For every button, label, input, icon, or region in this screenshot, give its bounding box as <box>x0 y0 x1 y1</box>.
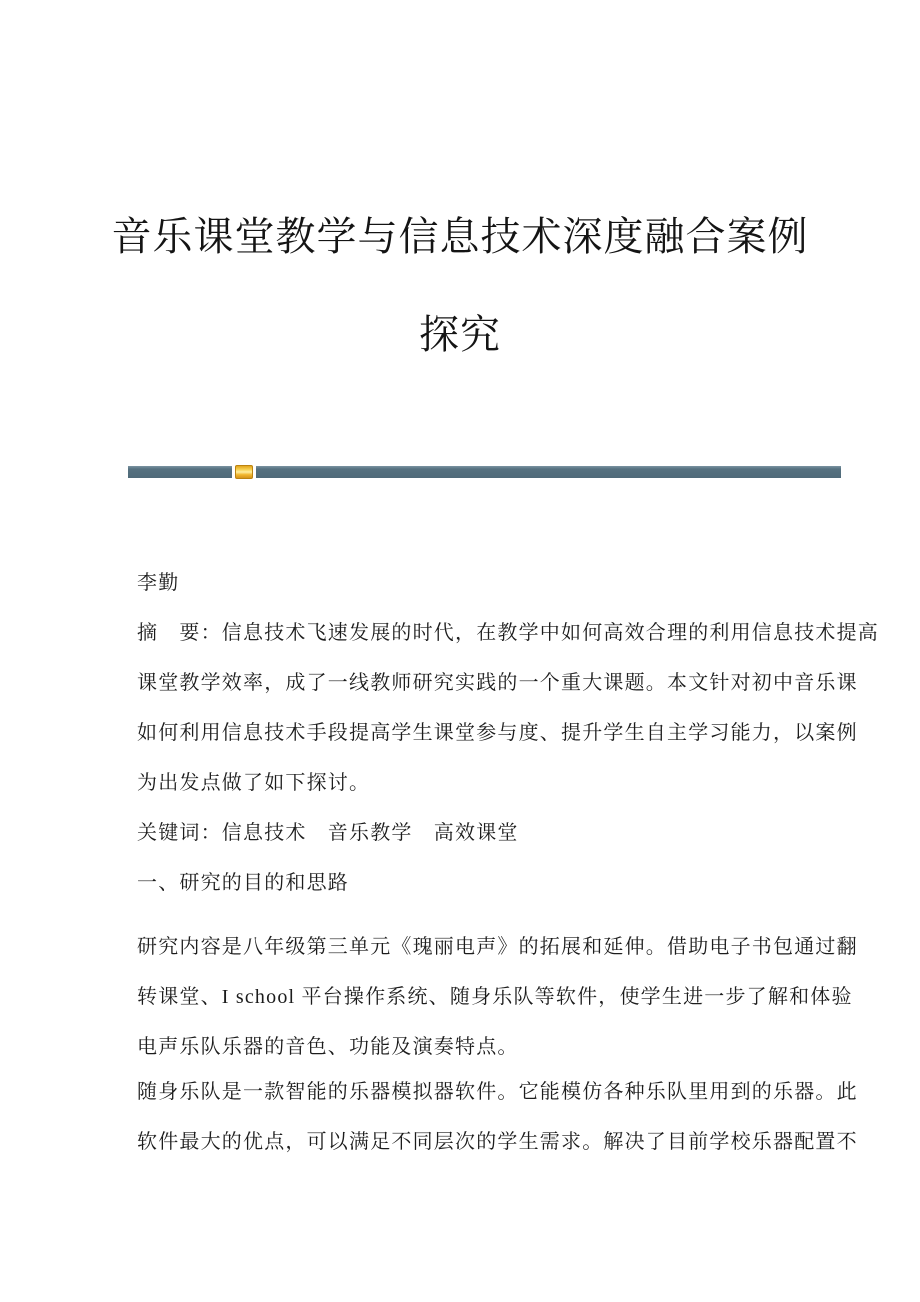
abstract-paragraph <box>137 608 879 808</box>
abstract-line: 课堂教学效率，成了一线教师研究实践的一个重大课题。本文针对初中音乐课 <box>137 672 858 694</box>
keywords-block <box>137 808 801 858</box>
abstract-line: 如何利用信息技术手段提高学生课堂参与度、提升学生自主学习能力，以案例 <box>137 722 858 744</box>
paragraph-line: 研究内容是八年级第三单元《瑰丽电声》的拓展和延伸。借助电子书包通过翻 <box>137 936 858 958</box>
abstract-line: 摘 要：信息技术飞速发展的时代，在教学中如何高效合理的利用信息技术提高 <box>137 622 879 644</box>
paragraph-line: 随身乐队是一款智能的乐器模拟器软件。它能模仿各种乐队里用到的乐器。此 <box>137 1081 858 1103</box>
section-heading: 一、研究的目的和思路 <box>137 872 349 894</box>
title-line-1: 音乐课堂教学与信息技术深度融合案例 <box>111 214 809 259</box>
author-name: 李勤 <box>137 572 180 594</box>
paragraph-1 <box>137 922 858 1072</box>
paragraph-line: 软件最大的优点，可以满足不同层次的学生需求。解决了目前学校乐器配置不 <box>137 1131 858 1153</box>
paragraph-line: 电声乐队乐器的音色、功能及演奏特点。 <box>137 1036 519 1058</box>
paragraph-2 <box>137 1067 858 1167</box>
abstract-line: 为出发点做了如下探讨。 <box>137 772 371 794</box>
section-divider <box>128 464 841 480</box>
article-body <box>137 558 879 1167</box>
divider-bar-left <box>128 466 232 478</box>
section-heading-block <box>137 858 801 908</box>
divider-bar-right <box>256 466 841 478</box>
title-line-2: 探究 <box>419 312 501 357</box>
keywords-line: 关键词：信息技术 音乐教学 高效课堂 <box>137 822 519 844</box>
envelope-icon <box>235 465 253 479</box>
document-title <box>60 188 860 384</box>
paragraph-line: 转课堂、I school 平台操作系统、随身乐队等软件，使学生进一步了解和体验 <box>137 986 853 1008</box>
author-block <box>137 558 801 608</box>
